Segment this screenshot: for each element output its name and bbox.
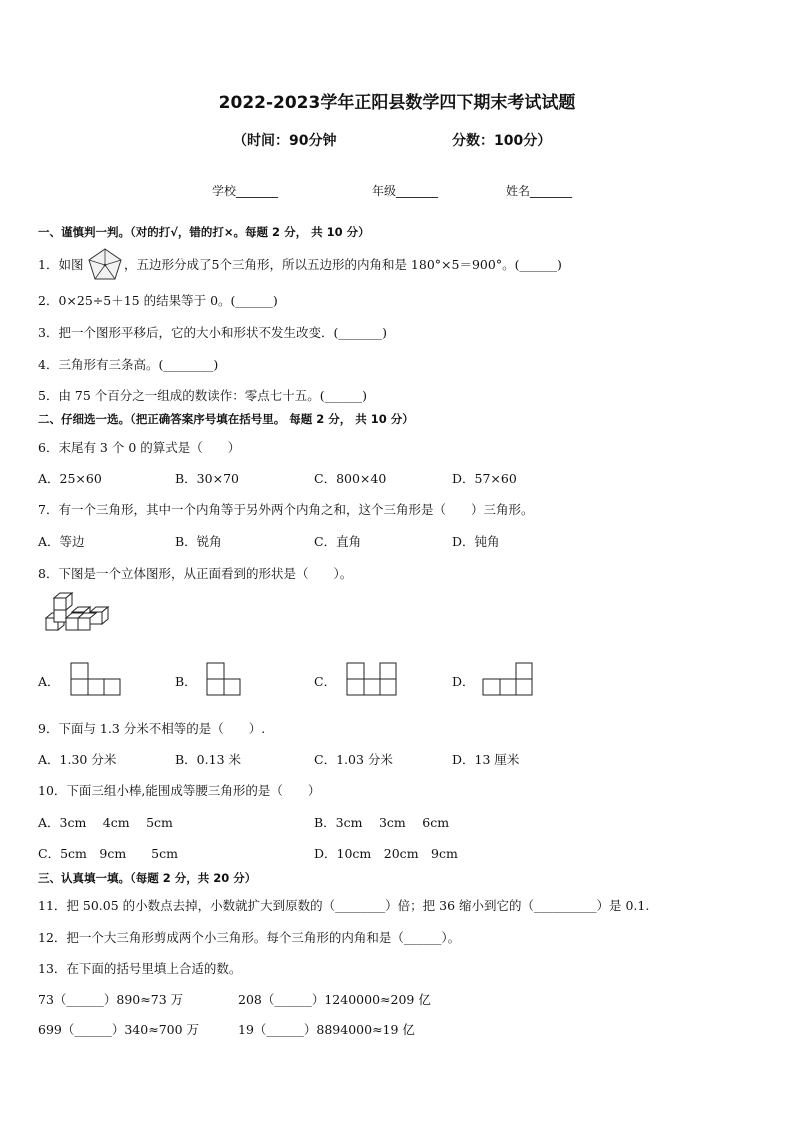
section2-heading: 二、仔细选一选。（把正确答案序号填在括号里。 每题 2 分， 共 10 分） xyxy=(38,412,414,426)
q13-item-3[interactable]: 699（______）340≈700 万 xyxy=(38,1022,200,1037)
q9-option-a[interactable]: A．1.30 分米 xyxy=(38,752,117,767)
question-5: 5．由 75 个百分之一组成的数读作：零点七十五。(______) xyxy=(38,388,368,403)
q8-option-a[interactable]: A． xyxy=(38,674,60,689)
question-1-prefix: 1．如图 xyxy=(38,257,84,272)
question-13: 13．在下面的括号里填上合适的数。 xyxy=(38,961,242,976)
q8-option-a-shape xyxy=(70,662,122,696)
cube-stack-figure xyxy=(42,592,112,642)
q7-option-d[interactable]: D．钝角 xyxy=(452,534,500,549)
q10-option-d[interactable]: D．10cm 20cm 9cm xyxy=(314,846,458,861)
school-field[interactable]: 学校_______ xyxy=(212,184,279,198)
question-8: 8．下图是一个立体图形，从正面看到的形状是（ ）。 xyxy=(38,566,353,581)
name-field[interactable]: 姓名_______ xyxy=(506,184,573,198)
question-9: 9．下面与 1.3 分米不相等的是（ ）. xyxy=(38,721,266,736)
q7-option-c[interactable]: C．直角 xyxy=(314,534,362,549)
q8-option-b-shape xyxy=(206,662,242,696)
q7-option-b[interactable]: B．锐角 xyxy=(175,534,222,549)
exam-time: （时间：90分钟 xyxy=(233,133,337,149)
question-11: 11．把 50.05 的小数点去掉，小数就扩大到原数的（________）倍；把 36 缩小到它的（__________）是 0.1. xyxy=(38,898,650,913)
exam-score: 分数：100分） xyxy=(452,133,552,149)
q8-option-c-shape xyxy=(346,662,398,696)
q10-option-c[interactable]: C．5cm 9cm 5cm xyxy=(38,846,178,861)
section1-heading: 一、谨慎判一判。（对的打√，错的打×。每题 2 分， 共 10 分） xyxy=(38,225,370,239)
q8-option-d[interactable]: D． xyxy=(452,674,475,689)
question-3: 3．把一个图形平移后，它的大小和形状不发生改变．(_______) xyxy=(38,325,387,340)
question-12: 12．把一个大三角形剪成两个小三角形。每个三角形的内角和是（______）。 xyxy=(38,930,461,945)
question-6: 6．末尾有 3 个 0 的算式是（ ） xyxy=(38,440,241,455)
q13-item-4[interactable]: 19（______）8894000≈19 亿 xyxy=(238,1022,415,1037)
pentagon-figure xyxy=(87,247,123,281)
q8-option-c[interactable]: C． xyxy=(314,674,337,689)
q8-option-b[interactable]: B． xyxy=(175,674,197,689)
section3-heading: 三、认真填一填。（每题 2 分，共 20 分） xyxy=(38,871,257,885)
question-4: 4．三角形有三条高。(________) xyxy=(38,357,219,372)
q9-option-c[interactable]: C．1.03 分米 xyxy=(314,752,393,767)
q6-option-a[interactable]: A．25×60 xyxy=(38,471,102,486)
q8-option-d-shape xyxy=(482,662,534,696)
q6-option-d[interactable]: D．57×60 xyxy=(452,471,517,486)
q6-option-b[interactable]: B．30×70 xyxy=(175,471,239,486)
question-2: 2．0×25÷5＋15 的结果等于 0。(______) xyxy=(38,293,278,308)
question-10: 10．下面三组小棒,能围成等腰三角形的是（ ） xyxy=(38,783,321,798)
q13-item-2[interactable]: 208（______）1240000≈209 亿 xyxy=(238,992,431,1007)
page-title: 2022-2023学年正阳县数学四下期末考试试题 xyxy=(218,93,576,113)
q9-option-b[interactable]: B．0.13 米 xyxy=(175,752,241,767)
q7-option-a[interactable]: A．等边 xyxy=(38,534,85,549)
grade-field[interactable]: 年级_______ xyxy=(372,184,439,198)
q10-option-a[interactable]: A．3cm 4cm 5cm xyxy=(38,815,173,830)
q13-item-1[interactable]: 73（______）890≈73 万 xyxy=(38,992,184,1007)
question-7: 7．有一个三角形，其中一个内角等于另外两个内角之和，这个三角形是（ ）三角形。 xyxy=(38,502,534,517)
q9-option-d[interactable]: D．13 厘米 xyxy=(452,752,520,767)
q10-option-b[interactable]: B．3cm 3cm 6cm xyxy=(314,815,450,830)
question-1-text: ，五边形分成了5个三角形，所以五边形的内角和是 180°×5＝900°。(______) xyxy=(124,257,562,272)
q6-option-c[interactable]: C．800×40 xyxy=(314,471,387,486)
